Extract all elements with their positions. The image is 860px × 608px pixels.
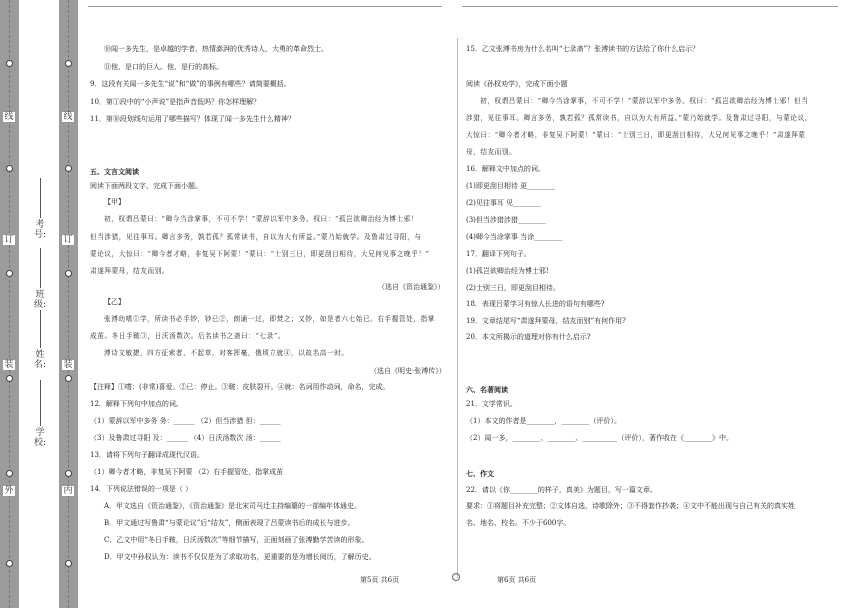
option-d: D．甲文中孙权认为：读书不仅仅是为了求取功名，更重要的是为增长阅历，了解历史。: [104, 553, 376, 561]
name-field[interactable]: [40, 310, 41, 348]
cut-line-outer: [9, 0, 10, 608]
ring-mark: [65, 60, 72, 67]
ring-mark: [65, 470, 72, 477]
page-number-left: 第5页 共6页: [360, 576, 400, 584]
question-item: （2）闻一多，________、________、__________（评价），著作收在《________》中。: [466, 434, 733, 442]
cut-line-inner: [68, 0, 69, 608]
question-item: （3）及鲁肃过寻阳 及：______ （4）日沃汤数次 汤：______: [90, 434, 281, 442]
passage-line: 蒙论议，大惊曰：“卿今者才略，非复吴下阿蒙！”蒙曰：“士别三日，即更刮目相待，大兄何见事之晚乎！”: [90, 250, 430, 258]
question-22: 22．请以《你________的样子，真美》为题目，写一篇文章。: [466, 486, 657, 494]
question-13: 13．请将下列句子翻译成现代汉语。: [90, 451, 204, 459]
class-label: 班级:: [34, 290, 47, 310]
binding-mark: 装: [4, 360, 14, 370]
question-9: 9．这段有关闻一多先生“说”和“做”的事例有哪些？请简要概括。: [90, 80, 291, 88]
question-17: 17．翻译下列句子。: [466, 250, 531, 258]
ring-mark: [6, 60, 13, 67]
name-label: 姓名:: [34, 350, 47, 370]
exam-number-field[interactable]: [40, 178, 41, 218]
text-line: ⑪他，是口的巨人。他，是行的高标。: [104, 63, 223, 71]
question-12: 12．解释下列句中加点的词。: [90, 400, 183, 408]
question-15: 15．乙文张溥书房为什么名叫“七录斋”？张溥读书的方法给了你什么启示？: [466, 45, 700, 53]
binding-mark: 订: [63, 235, 73, 245]
source-citation: （选自《资治通鉴》）: [378, 283, 445, 291]
passage-line: 成茧。冬日手皲③，日沃汤数次。后名读书之斋曰：“七录”。: [90, 332, 285, 340]
passage-line: 初，权谓吕蒙曰：“卿今当涂掌事，不可不学！”蒙辞以军中多务。权曰：“孤岂欲卿治经为博士邪！但当: [480, 97, 809, 105]
exam-number-label: 考号:: [34, 220, 47, 240]
question-item: (1)即更刮目相待 更________: [466, 182, 556, 190]
annotation: 【注释】①嗜：(非常)喜爱。②已：停止。③皲：皮肤裂开。④就：名词用作动词，命名，完成。: [90, 383, 390, 391]
question-21: 21．文学常识。: [466, 400, 517, 408]
option-c: C．乙文中用“冬日手皲，日沃汤数次”等细节描写，正面刻画了张溥勤学苦读的形象。: [104, 536, 369, 544]
question-20: 20．本文所揭示的道理对你有什么启示?: [466, 333, 591, 341]
school-field[interactable]: [40, 380, 41, 426]
ring-mark: [6, 165, 13, 172]
source-citation: （选自《明史·张溥传》）: [370, 367, 446, 375]
instruction: 阅读《孙权劝学》，完成下面小题: [466, 80, 568, 88]
ring-mark: [6, 560, 13, 567]
ring-mark: [65, 270, 72, 277]
question-item: (2)士别三日，即更刮目相待。: [466, 284, 560, 292]
question-item: (1)孤岂欲卿治经为博士邪!: [466, 267, 549, 275]
essay-requirements: 要求：①将题目补充完整；②文体自选，诗歌除外；③不得套作抄袭；④文中不能出现与自己有关的真实姓: [466, 502, 795, 510]
text-line: ⑩闻一多先生，是卓越的学者，热情澎湃的优秀诗人，大勇的革命烈士。: [104, 45, 328, 53]
page-number-right: 第6页 共6页: [497, 576, 537, 584]
ring-mark: [65, 375, 72, 382]
ring-mark: [6, 470, 13, 477]
ring-mark: [6, 270, 13, 277]
passage-line: 肃遂拜蒙母，结友而别。: [90, 267, 170, 275]
binding-mark: 线: [4, 112, 14, 122]
page-top-rule: [462, 0, 838, 7]
passage-line: 母，结友而别。: [466, 148, 517, 156]
column-divider: [457, 38, 458, 578]
question-item: （1）本文的作者是________，________（评价）。: [466, 417, 621, 425]
instruction: 阅读下面两段文字，完成下面小题。: [90, 182, 202, 190]
class-field[interactable]: [40, 248, 41, 288]
binding-mark: 线: [63, 112, 73, 122]
section-heading: 五、文言文阅读: [90, 168, 139, 176]
passage-line: 但当涉猎，见往事耳。卿言多务，孰若孤？孤常读书，自以为大有所益。”蒙乃始就学。及鲁肃过寻阳，与: [90, 233, 422, 241]
option-b: B．甲文通过写鲁肃“与蒙论议”后“结友”，侧面表现了吕蒙读书后的成长与进步。: [104, 519, 355, 527]
passage-line: 初，权谓吕蒙曰：“卿今当涂掌事，不可不学！”蒙辞以军中多务。权曰：“孤岂欲卿治经为博士邪！: [104, 215, 419, 223]
option-a: A．甲文选自《资治通鉴》，《资治通鉴》是北宋司马迁主持编纂的一部编年体通史。: [104, 502, 362, 510]
passage-label: 【甲】: [104, 198, 125, 206]
ring-mark: [6, 375, 13, 382]
section-heading: 六、名著阅读: [466, 386, 508, 394]
school-label: 学校:: [34, 428, 47, 448]
question-item: （1）卿今者才略，非复吴下阿蒙 （2）右手握管处，指掌成茧: [90, 468, 284, 476]
essay-requirements: 名、地名、校名。不少于600字。: [466, 519, 571, 527]
binding-mark: 外: [4, 486, 14, 496]
passage-line: 溥诗文敏捷，四方征索者，不起草，对客挥毫，俄顷立就④，以故名高一时。: [104, 349, 349, 357]
center-mark-icon: [452, 573, 460, 581]
question-19: 19．文章结尾写“肃遂拜蒙母，结友而别”有何作用?: [466, 317, 626, 325]
binding-mark: 装: [63, 360, 73, 370]
question-14: 14．下列说法错误的一项是（ ）: [90, 485, 193, 493]
question-11: 11．第⑩段划线句运用了哪些描写？体现了闻一多先生什么精神？: [90, 115, 295, 123]
binding-mark: 订: [4, 235, 14, 245]
page-top-rule: [88, 0, 442, 7]
question-item: (2)见往事耳 见________: [466, 199, 542, 207]
question-item: （1）蒙辞以军中多务 务：______ （2）但当涉猎 但：______: [90, 417, 281, 425]
ring-mark: [65, 560, 72, 567]
question-10: 10．第①段中的“小声说”是指声音低吗？你怎样理解？: [90, 98, 261, 106]
binding-mark: 内: [63, 486, 73, 496]
ring-mark: [65, 165, 72, 172]
passage-line: 张溥幼嗜①学，所读书必手钞，钞已②，朗诵一过，即焚之；又钞，如是者六七始已。右手握管处，指掌: [104, 315, 435, 323]
passage-label: 【乙】: [104, 298, 125, 306]
section-heading: 七、作文: [466, 470, 494, 478]
question-18: 18．表现吕蒙学习有惊人长进的语句有哪些?: [466, 300, 605, 308]
passage-line: 涉猎，见往事耳。卿言多务，孰若孤？孤常读书，自以为大有所益。”蒙乃始就学。及鲁肃过寻阳，与蒙论议，: [466, 114, 812, 122]
question-16: 16．解释文中加点的词。: [466, 165, 545, 173]
question-item: (4)卿今当涂掌事 当涂________: [466, 233, 563, 241]
question-item: (3)但当涉猎涉猎________: [466, 216, 546, 224]
passage-line: 大惊曰：“卿今者才略，非复吴下阿蒙！”蒙曰：“士别三日，即更刮目相待，大兄何见事之晚乎！”肃遂拜蒙: [466, 131, 806, 139]
